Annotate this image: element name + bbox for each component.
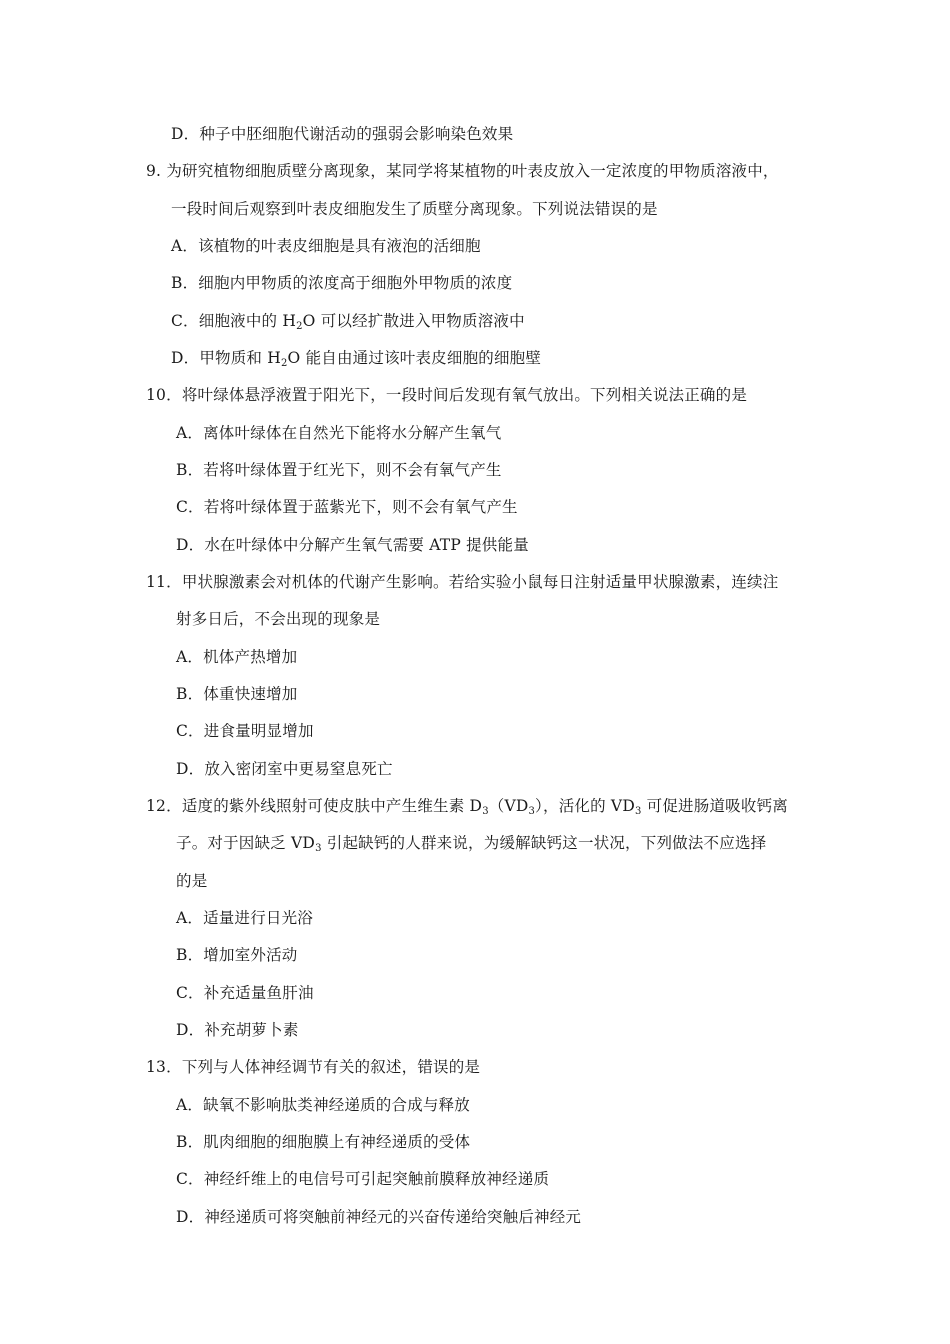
- q11-option-a: [176, 647, 297, 667]
- text-segment: A．机体产热增加: [176, 648, 298, 666]
- q10-option-b: [176, 460, 502, 480]
- q10-option-d: [176, 535, 529, 555]
- q13-option-a: [176, 1095, 470, 1115]
- q11-option-b: [176, 684, 298, 704]
- text-segment: 引起缺钙的人群来说，为缓解缺钙这一状况，下列做法不应选择: [321, 834, 767, 852]
- subscript: 3: [315, 843, 322, 854]
- q12-stem-continued-1: [176, 833, 766, 853]
- q9-option-b: [171, 273, 512, 293]
- text-segment: B．细胞内甲物质的浓度高于细胞外甲物质的浓度: [171, 274, 513, 292]
- text-segment: D．神经递质可将突触前神经元的兴奋传递给突触后神经元: [176, 1208, 582, 1226]
- text-segment: C．神经纤维上的电信号可引起突触前膜释放神经递质: [176, 1170, 550, 1188]
- q12-option-c: [176, 983, 314, 1003]
- text-segment: 9. 为研究植物细胞质壁分离现象，某同学将某植物的叶表皮放入一定浓度的甲物质溶液中，: [146, 162, 779, 180]
- text-segment: 射多日后，不会出现的现象是: [176, 610, 381, 628]
- text-segment: C．若将叶绿体置于蓝紫光下，则不会有氧气产生: [176, 498, 518, 516]
- q10-option-c: [176, 497, 518, 517]
- text-segment: O 可以经扩散进入甲物质溶液中: [302, 312, 525, 330]
- text-segment: D．种子中胚细胞代谢活动的强弱会影响染色效果: [171, 125, 514, 143]
- q9-stem-continued: [171, 199, 658, 219]
- q9-stem: [146, 161, 779, 181]
- text-segment: 一段时间后观察到叶表皮细胞发生了质壁分离现象。下列说法错误的是: [171, 200, 658, 218]
- text-segment: D．放入密闭室中更易窒息死亡: [176, 760, 393, 778]
- text-segment: 12．适度的紫外线照射可使皮肤中产生维生素 D: [146, 797, 483, 815]
- text-segment: 子。对于因缺乏 VD: [176, 834, 316, 852]
- text-segment: D．水在叶绿体中分解产生氧气需要 ATP 提供能量: [176, 536, 529, 554]
- text-segment: D．甲物质和 H: [171, 349, 281, 367]
- q9-option-c: [171, 311, 525, 331]
- q13-option-d: [176, 1207, 581, 1227]
- subscript: 2: [280, 358, 288, 369]
- text-segment: 13．下列与人体神经调节有关的叙述，错误的是: [146, 1058, 481, 1076]
- q12-stem-continued-2: [176, 871, 207, 891]
- text-segment: ），活化的 VD: [535, 797, 635, 815]
- text-segment: 的是: [176, 872, 208, 890]
- text-segment: A．适量进行日光浴: [176, 909, 313, 927]
- q9-option-d: [171, 348, 541, 368]
- q11-stem: [146, 572, 778, 592]
- q9-option-a: [171, 236, 481, 256]
- q10-option-a: [176, 423, 501, 443]
- text-segment: D．补充胡萝卜素: [176, 1021, 299, 1039]
- text-segment: O 能自由通过该叶表皮细胞的细胞壁: [287, 349, 542, 367]
- text-segment: A．缺氧不影响肽类神经递质的合成与释放: [176, 1096, 470, 1114]
- q10-stem: [146, 385, 747, 405]
- text-segment: B．增加室外活动: [176, 946, 298, 964]
- q13-option-b: [176, 1132, 470, 1152]
- q12-option-d: [176, 1020, 299, 1040]
- text-segment: A．离体叶绿体在自然光下能将水分解产生氧气: [176, 424, 502, 442]
- text-segment: （VD: [488, 797, 529, 815]
- q11-option-c: [176, 721, 314, 741]
- q8-option-d: [171, 124, 513, 144]
- q13-stem: [146, 1057, 480, 1077]
- q13-option-c: [176, 1169, 549, 1189]
- q12-option-b: [176, 945, 298, 965]
- text-segment: 10．将叶绿体悬浮液置于阳光下，一段时间后发现有氧气放出。下列相关说法正确的是: [146, 386, 748, 404]
- text-segment: C．细胞液中的 H: [171, 312, 297, 330]
- text-segment: 11．甲状腺激素会对机体的代谢产生影响。若给实验小鼠每日注射适量甲状腺激素，连续注: [146, 573, 779, 591]
- text-segment: B．体重快速增加: [176, 685, 298, 703]
- q12-stem: [146, 796, 788, 816]
- q12-option-a: [176, 908, 313, 928]
- text-segment: B．若将叶绿体置于红光下，则不会有氧气产生: [176, 461, 502, 479]
- subscript: 3: [528, 806, 536, 817]
- subscript: 3: [482, 806, 489, 817]
- text-segment: 可促进肠道吸收钙离: [641, 797, 788, 815]
- text-segment: A．该植物的叶表皮细胞是具有液泡的活细胞: [171, 237, 481, 255]
- subscript: 3: [634, 806, 642, 817]
- q11-stem-continued: [176, 609, 380, 629]
- text-segment: B．肌肉细胞的细胞膜上有神经递质的受体: [176, 1133, 471, 1151]
- text-segment: C．补充适量鱼肝油: [176, 984, 314, 1002]
- subscript: 2: [296, 321, 303, 332]
- q11-option-d: [176, 759, 393, 779]
- text-segment: C．进食量明显增加: [176, 722, 314, 740]
